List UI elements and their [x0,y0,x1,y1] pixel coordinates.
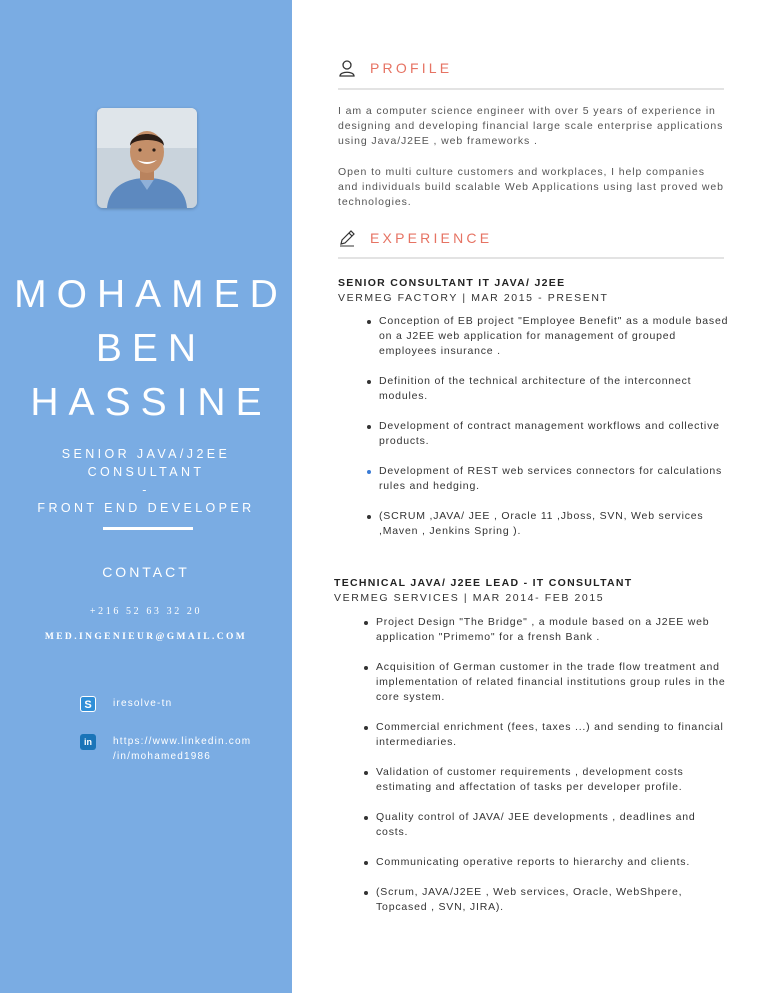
name-line-first: MOHAMED [14,273,288,316]
contact-phone: +216 52 63 32 20 [89,606,203,617]
linkedin-icon: in [80,734,96,750]
person-title [0,445,292,517]
list-item: Validation of customer requirements , development costs estimating and affectation of tasks per developer profile. [376,765,726,795]
job-title: TECHNICAL JAVA/ J2EE LEAD - IT CONSULTANT [334,577,633,589]
experience-title: EXPERIENCE [370,230,493,246]
list-item: (Scrum, JAVA/J2EE , Web services, Oracle, WebShpere, Topcased , SVN, JIRA). [376,885,726,915]
list-item: Definition of the technical architecture of the interconnect modules. [379,374,729,404]
list-item: Project Design "The Bridge" , a module based on a J2EE web application "Primemo" for a frensh Bank . [376,615,726,645]
person-name [0,268,292,430]
job-bullets [379,314,729,539]
title-line-4: FRONT END DEVELOPER [37,501,255,515]
contact-heading: CONTACT [102,564,190,580]
list-item: Quality control of JAVA/ JEE developments , deadlines and costs. [376,810,726,840]
skype-icon: S [80,696,96,712]
pencil-icon [338,229,356,247]
profile-photo [97,108,197,208]
job-company: VERMEG FACTORY | MAR 2015 - PRESENT [338,292,609,304]
job-bullets [376,615,726,915]
name-line-last: HASSINE [30,381,272,424]
profile-summary [338,104,728,225]
title-line-3: - [142,483,150,497]
list-item: Conception of EB project "Employee Benefit" as a module based on a J2EE web application for management of grouped employees insurance . [379,315,729,357]
list-item: Acquisition of German customer in the trade flow treatment and implementation of related financial institutions group rules in the core system. [376,661,726,703]
list-item: Commercial enrichment (fees, taxes ...) and sending to financial intermediaries. [376,720,726,750]
experience-heading [338,229,492,247]
job-entry [334,576,734,913]
job-title: SENIOR CONSULTANT IT JAVA/ J2EE [338,277,566,289]
linkedin-url-line-2: /in/mohamed1986 [113,751,212,762]
linkedin-url [113,734,251,764]
title-divider [103,527,193,530]
sidebar [0,0,292,993]
title-line-2: CONSULTANT [87,465,205,479]
skype-contact[interactable] [80,696,172,712]
job-entry [338,276,738,537]
user-icon [338,59,356,77]
skype-handle: iresolve-tn [113,698,173,709]
profile-heading [338,59,452,77]
linkedin-contact[interactable] [80,734,251,764]
profile-divider [338,88,724,90]
contact-email[interactable]: MED.INGENIEUR@GMAIL.COM [44,632,248,642]
name-line-middle: BEN [95,327,207,370]
profile-paragraph-1: I am a computer science engineer with over 5 years of experience in designing and developing financial large scale enterprise applications using Java/J2EE , web frameworks . [338,105,724,148]
list-item: Development of REST web services connectors for calculations rules and hedging. [379,464,729,494]
linkedin-url-line-1: https://www.linkedin.com [113,736,252,747]
list-item: Development of contract management workflows and collective products. [379,419,729,449]
profile-paragraph-2: Open to multi culture customers and workplaces, I help companies and individuals build scalable Web Applications using last proved web technologies. [338,165,724,209]
job-company: VERMEG SERVICES | MAR 2014- FEB 2015 [334,592,605,604]
title-line-1: SENIOR JAVA/J2EE [61,447,231,461]
list-item: (SCRUM ,JAVA/ JEE , Oracle 11 ,Jboss, SVN, Web services ,Maven , Jenkins Spring ). [379,509,729,539]
list-item: Communicating operative reports to hierarchy and clients. [376,855,726,870]
profile-title: PROFILE [370,60,453,76]
experience-divider [338,257,724,259]
